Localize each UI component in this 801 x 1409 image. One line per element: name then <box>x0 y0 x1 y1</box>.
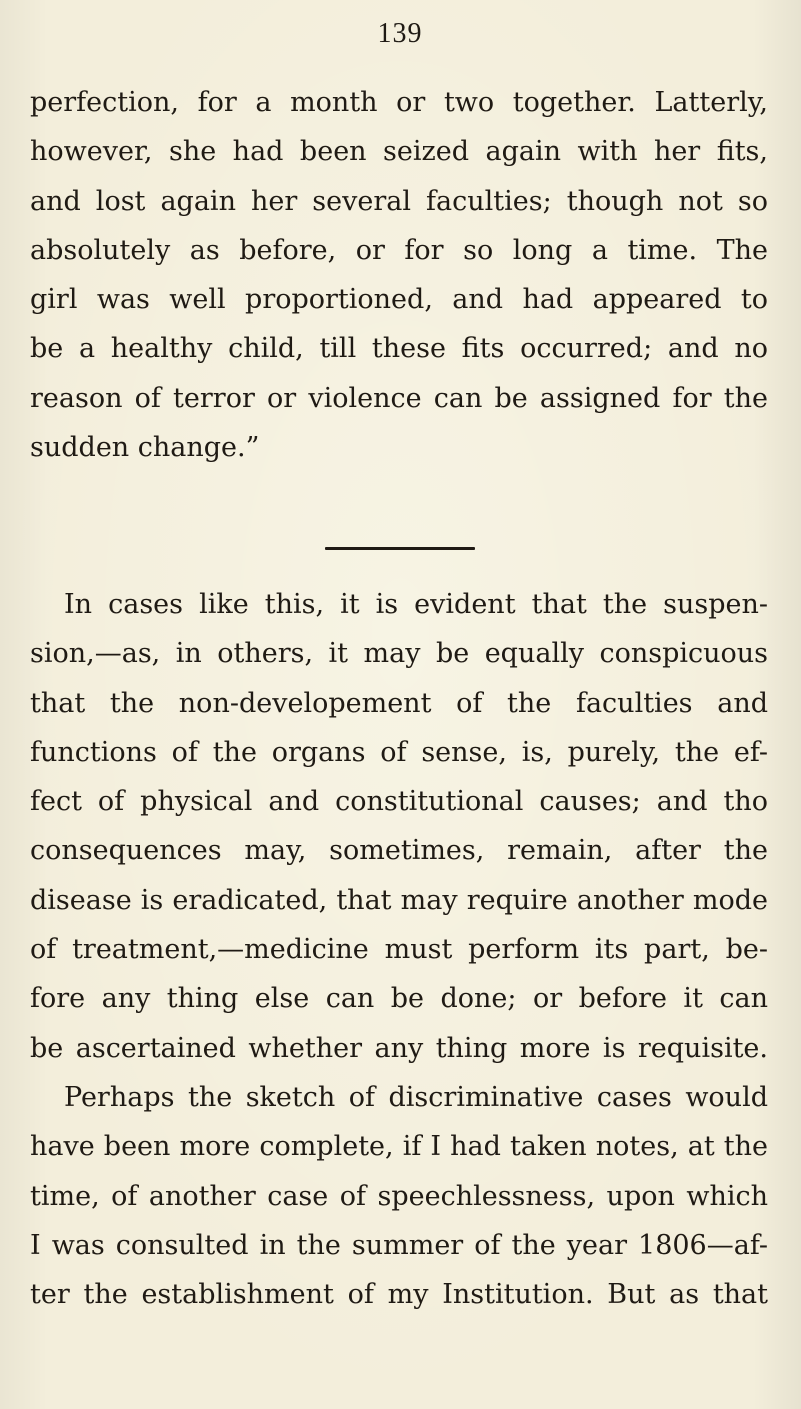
text-line: of treatment,—medicine must perform its part, be- <box>30 934 768 966</box>
text-line: sudden change.” <box>30 432 260 464</box>
section-divider <box>325 547 475 550</box>
paragraph-2 <box>30 580 768 1319</box>
text-line: perfection, for a month or two together. Latterly, <box>30 87 768 118</box>
text-line: fore any thing else can be done; or before it can <box>30 983 768 1015</box>
text-line: absolutely as before, or for so long a time. The <box>30 234 768 266</box>
text-line: sion,—as, in others, it may be equally conspicuous <box>30 638 768 670</box>
page-number: 139 <box>377 18 423 49</box>
text-line: however, she had been seized again with her fits, <box>30 136 768 168</box>
text-line: that the non-developement of the faculties and <box>30 687 768 719</box>
text-line: girl was well proportioned, and had appeared to <box>30 284 768 316</box>
text-line: ter the establishment of my Institution. But as that <box>30 1279 768 1311</box>
text-line: functions of the organs of sense, is, purely, the ef- <box>30 736 768 768</box>
text-line: Perhaps the sketch of discriminative cases would <box>64 1081 768 1113</box>
text-line: I was consulted in the summer of the year 1806—af- <box>30 1229 768 1261</box>
text-line: In cases like this, it is evident that the suspen- <box>64 589 768 620</box>
paragraph-1 <box>30 78 768 472</box>
text-line: reason of terror or violence can be assigned for the <box>30 382 768 414</box>
text-line: disease is eradicated, that may require another mode <box>30 884 768 916</box>
text-line: time, of another case of speechlessness, upon which <box>30 1180 768 1212</box>
text-line: be ascertained whether any thing more is requisite. <box>30 1032 768 1064</box>
text-line: consequences may, sometimes, remain, after the <box>30 835 768 867</box>
text-line: have been more complete, if I had taken notes, at the <box>30 1131 768 1163</box>
text-line: and lost again her several faculties; though not so <box>30 185 768 217</box>
text-line: fect of physical and constitutional causes; and tho <box>30 786 768 818</box>
text-line: be a healthy child, till these fits occurred; and no <box>30 333 768 365</box>
